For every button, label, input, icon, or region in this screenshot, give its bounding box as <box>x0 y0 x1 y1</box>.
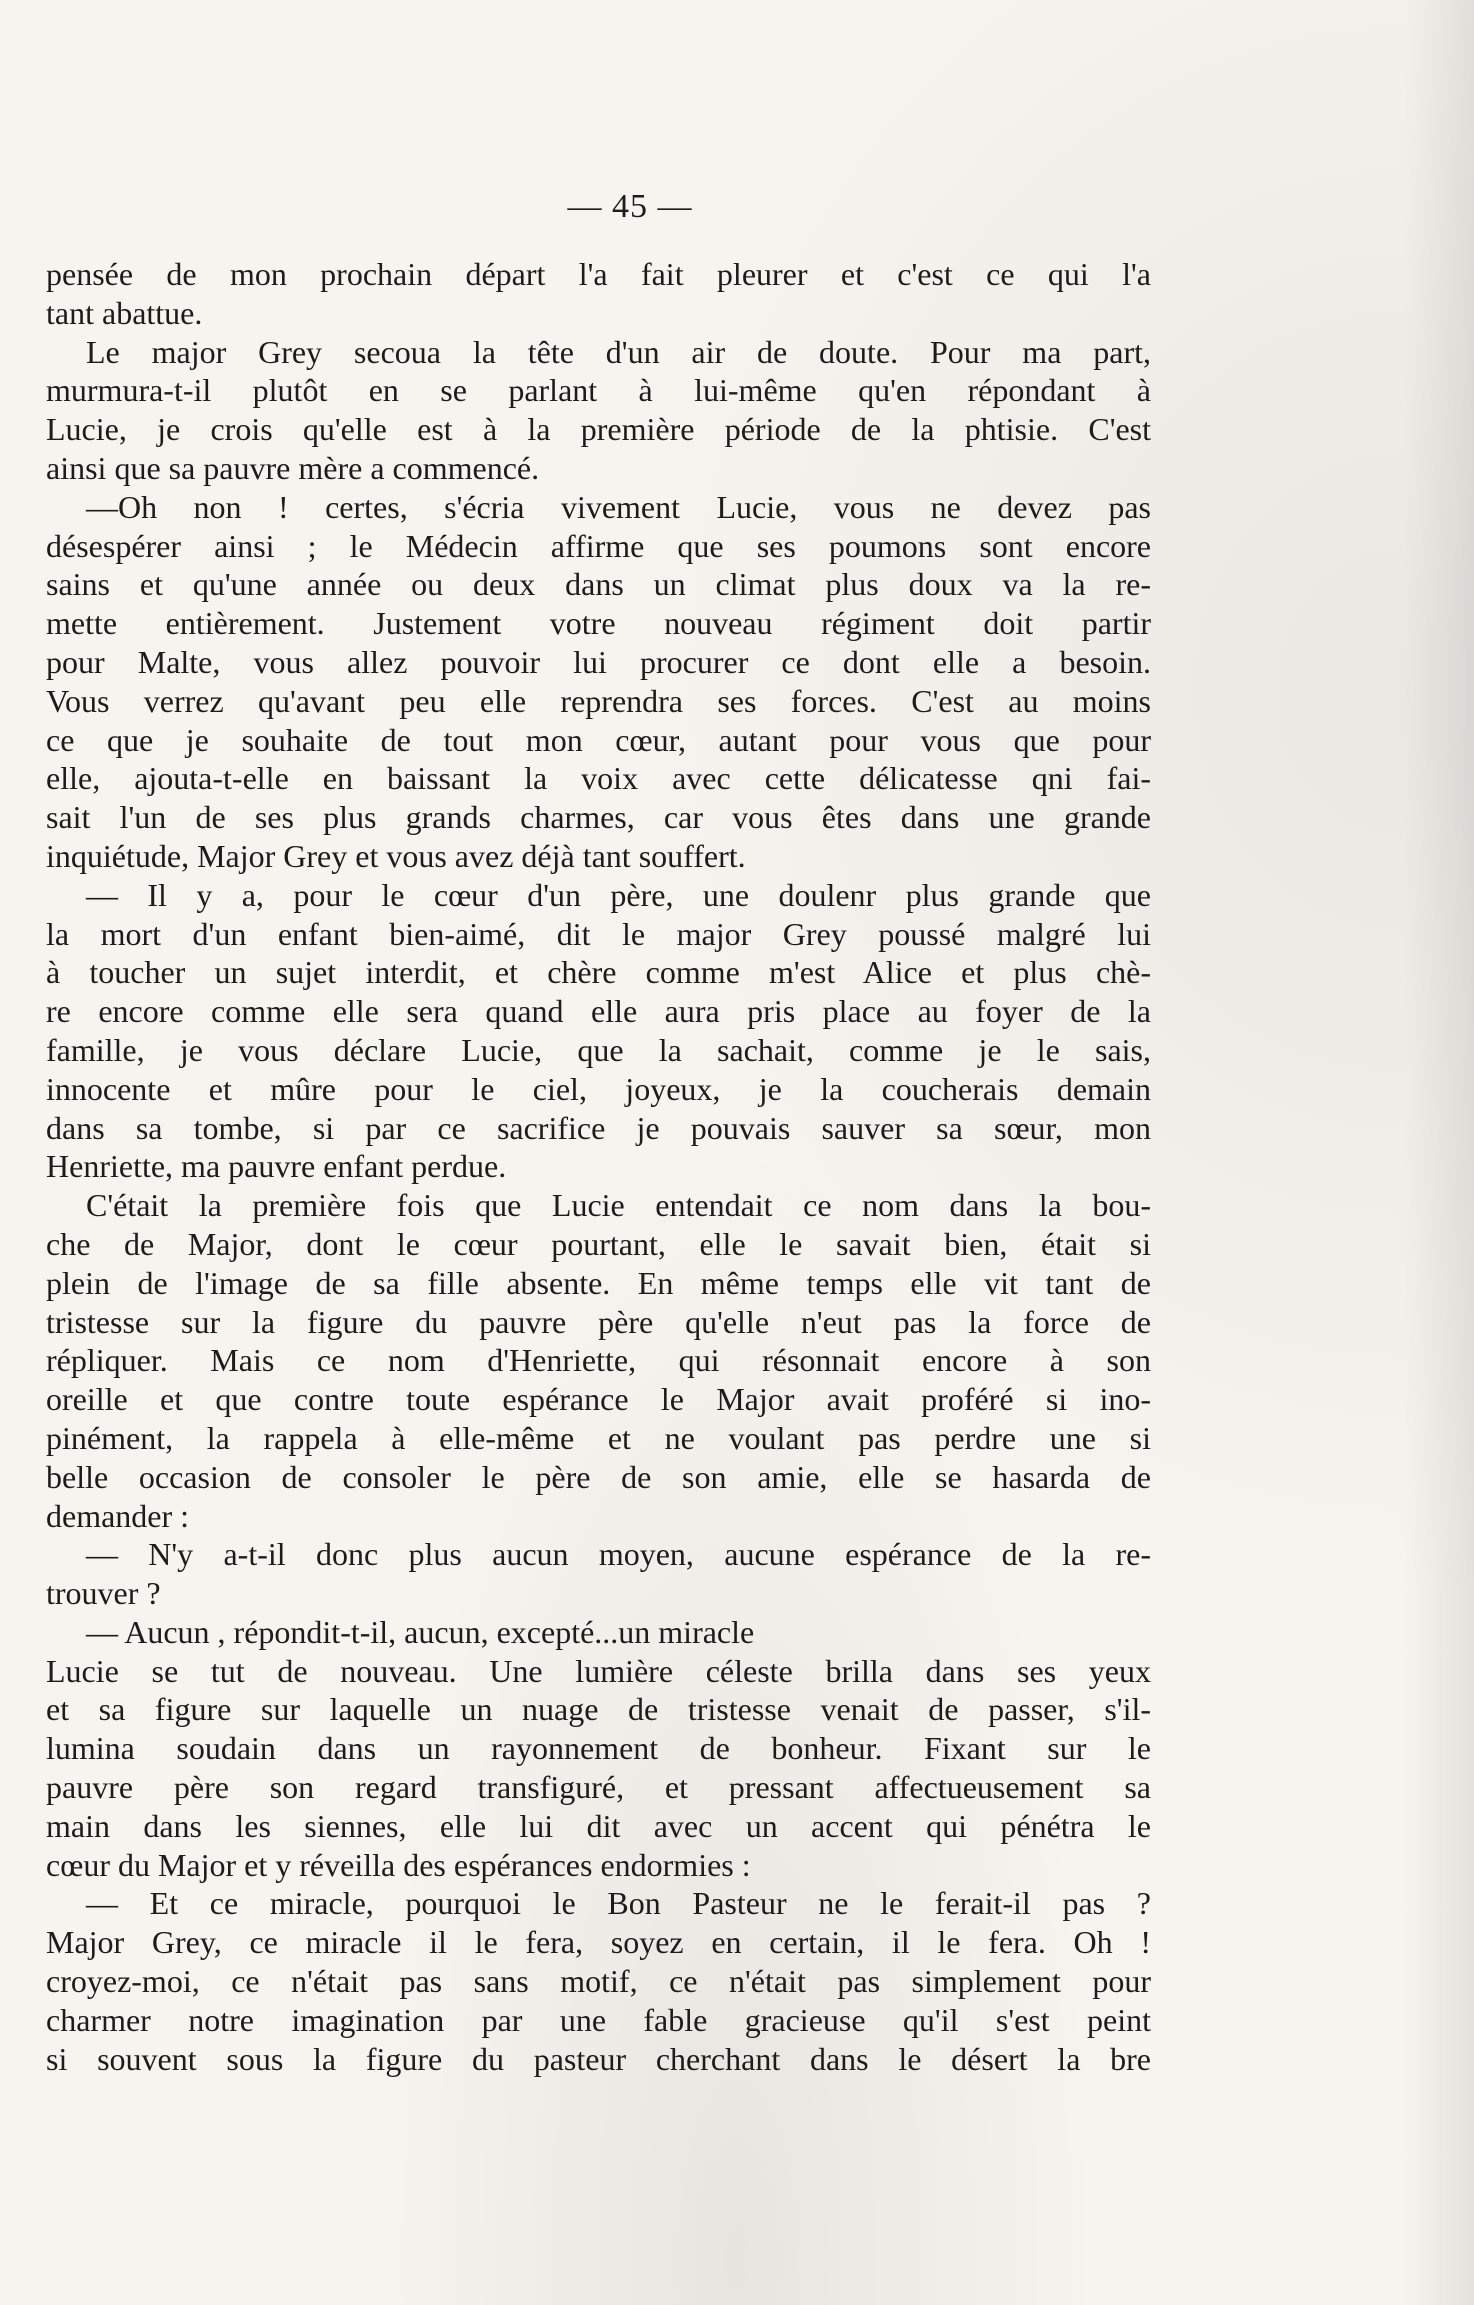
text-line: et sa figure sur laquelle un nuage de tristesse venait de passer, s'il- <box>46 1691 1151 1728</box>
text-line: Vous verrez qu'avant peu elle reprendra ses forces. C'est au moins <box>46 682 1151 719</box>
text-line: ainsi que sa pauvre mère a commencé. <box>46 449 540 486</box>
text-line: demander : <box>46 1497 190 1534</box>
text-line: innocente et mûre pour le ciel, joyeux, je la coucherais demain <box>46 1070 1151 1107</box>
text-line: —Oh non ! certes, s'écria vivement Lucie, vous ne devez pas <box>86 488 1151 525</box>
text-line: murmura-t-il plutôt en se parlant à lui-même qu'en répondant à <box>46 372 1151 409</box>
text-line: tant abattue. <box>46 294 203 331</box>
text-line: lumina soudain dans un rayonnement de bonheur. Fixant sur le <box>46 1730 1151 1767</box>
text-line: si souvent sous la figure du pasteur cherchant dans le désert la bre <box>46 2040 1151 2077</box>
text-line: Henriette, ma pauvre enfant perdue. <box>46 1148 507 1185</box>
page-edge-shadow <box>1404 0 1474 2305</box>
text-line: — Il y a, pour le cœur d'un père, une doulenr plus grande que <box>86 876 1151 913</box>
text-line: désespérer ainsi ; le Médecin affirme que ses poumons sont encore <box>46 527 1151 564</box>
text-line: la mort d'un enfant bien-aimé, dit le major Grey poussé malgré lui <box>46 915 1151 952</box>
text-line: C'était la première fois que Lucie entendait ce nom dans la bou- <box>86 1187 1151 1224</box>
text-line: belle occasion de consoler le père de son amie, elle se hasarda de <box>46 1458 1151 1495</box>
text-line: trouver ? <box>46 1575 161 1612</box>
text-line: Lucie, je crois qu'elle est à la première période de la phtisie. C'est <box>46 411 1151 448</box>
text-line: Major Grey, ce miracle il le fera, soyez en certain, il le fera. Oh ! <box>46 1924 1151 1961</box>
text-line: — N'y a-t-il donc plus aucun moyen, aucune espérance de la re- <box>86 1536 1151 1573</box>
text-line: répliquer. Mais ce nom d'Henriette, qui résonnait encore à son <box>46 1342 1151 1379</box>
body-text <box>46 255 1151 2078</box>
text-line: re encore comme elle sera quand elle aura pris place au foyer de la <box>46 993 1151 1030</box>
text-line: main dans les siennes, elle lui dit avec un accent qui pénétra le <box>46 1807 1151 1844</box>
text-line: inquiétude, Major Grey et vous avez déjà tant souffert. <box>46 837 746 874</box>
text-line: che de Major, dont le cœur pourtant, elle le savait bien, était si <box>46 1225 1151 1262</box>
text-line: Lucie se tut de nouveau. Une lumière céleste brilla dans ses yeux <box>46 1652 1151 1689</box>
text-line: — Aucun , répondit-t-il, aucun, excepté...un miracle <box>86 1613 755 1650</box>
text-line: dans sa tombe, si par ce sacrifice je pouvais sauver sa sœur, mon <box>46 1109 1151 1146</box>
text-line: plein de l'image de sa fille absente. En même temps elle vit tant de <box>46 1264 1151 1301</box>
page-number: — 45 — <box>567 188 693 225</box>
text-line: croyez-moi, ce n'était pas sans motif, ce n'était pas simplement pour <box>46 1963 1151 2000</box>
text-line: elle, ajouta-t-elle en baissant la voix avec cette délicatesse qni fai- <box>46 760 1151 797</box>
text-line: charmer notre imagination par une fable gracieuse qu'il s'est peint <box>46 2001 1151 2038</box>
text-line: ce que je souhaite de tout mon cœur, autant pour vous que pour <box>46 721 1151 758</box>
text-line: oreille et que contre toute espérance le Major avait proféré si ino- <box>46 1381 1151 1418</box>
text-line: sait l'un de ses plus grands charmes, car vous êtes dans une grande <box>46 799 1151 836</box>
text-line: cœur du Major et y réveilla des espérances endormies : <box>46 1846 751 1883</box>
text-line: Le major Grey secoua la tête d'un air de doute. Pour ma part, <box>86 333 1151 370</box>
text-line: pensée de mon prochain départ l'a fait pleurer et c'est ce qui l'a <box>46 256 1151 292</box>
text-line: à toucher un sujet interdit, et chère comme m'est Alice et plus chè- <box>46 954 1151 991</box>
text-line: — Et ce miracle, pourquoi le Bon Pasteur ne le ferait-il pas ? <box>86 1885 1151 1922</box>
text-line: pinément, la rappela à elle-même et ne voulant pas perdre une si <box>46 1419 1151 1456</box>
text-line: pauvre père son regard transfiguré, et pressant affectueusement sa <box>46 1769 1151 1806</box>
text-line: mette entièrement. Justement votre nouveau régiment doit partir <box>46 605 1151 642</box>
text-line: pour Malte, vous allez pouvoir lui procurer ce dont elle a besoin. <box>46 643 1151 680</box>
text-line: famille, je vous déclare Lucie, que la sachait, comme je le sais, <box>46 1031 1151 1068</box>
text-line: tristesse sur la figure du pauvre père qu'elle n'eut pas la force de <box>46 1303 1151 1340</box>
text-line: sains et qu'une année ou deux dans un climat plus doux va la re- <box>46 566 1151 603</box>
